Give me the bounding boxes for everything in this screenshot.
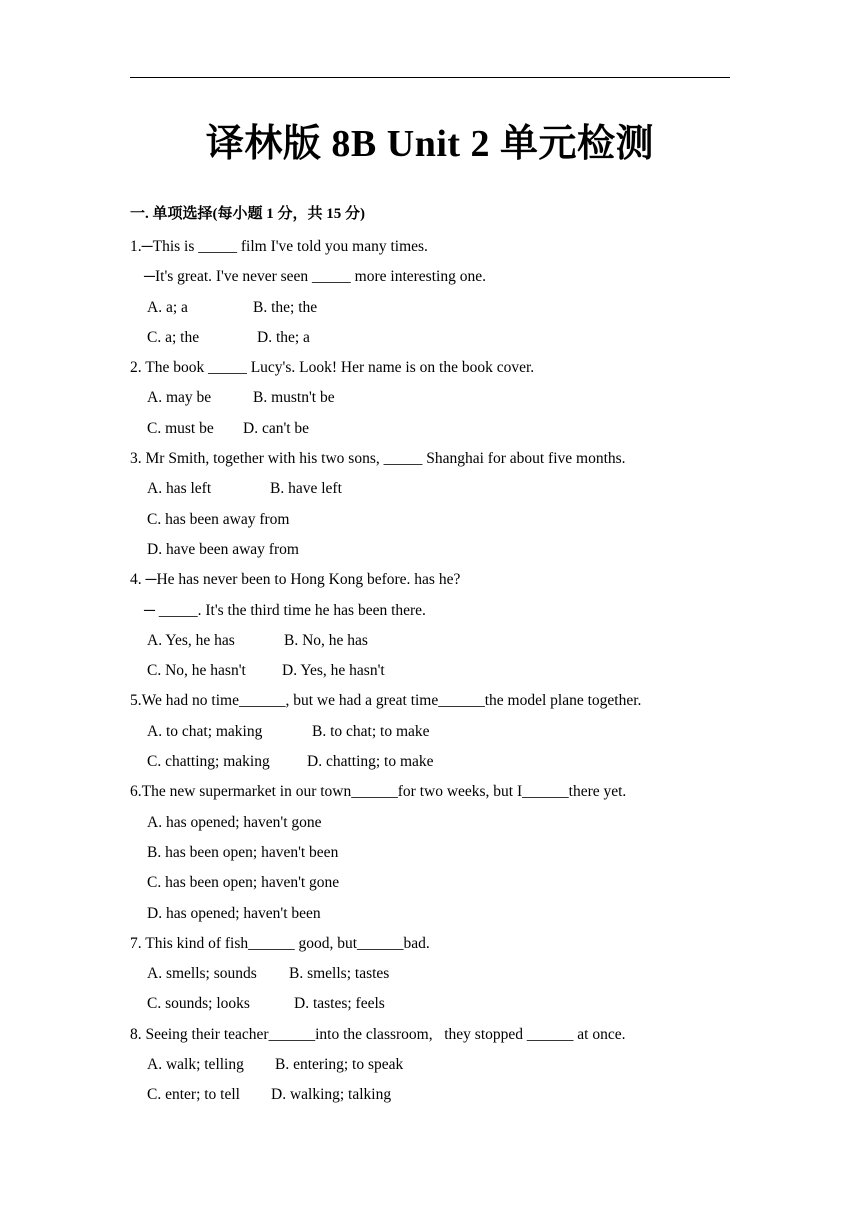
question-5 bbox=[130, 686, 730, 777]
option-b: B. smells; tastes bbox=[289, 965, 390, 983]
question-section bbox=[130, 202, 730, 1111]
option-a: A. may be bbox=[147, 389, 212, 407]
option-row bbox=[130, 474, 730, 504]
option-c: C. must be bbox=[147, 419, 214, 437]
option-row bbox=[130, 1050, 730, 1080]
question-stem: 2. The book _____ Lucy's. Look! Her name is on the book cover. bbox=[130, 359, 535, 377]
option-row bbox=[130, 414, 730, 444]
option-a: A. a; a bbox=[147, 298, 188, 316]
document-title: 译林版 8B Unit 2 单元检测 bbox=[205, 123, 655, 165]
option-row bbox=[130, 989, 730, 1019]
option-d: D. has opened; haven't been bbox=[147, 904, 321, 922]
option-c: C. chatting; making bbox=[147, 753, 270, 771]
option-d: D. walking; talking bbox=[271, 1086, 392, 1104]
question-4 bbox=[130, 565, 730, 686]
option-row bbox=[130, 535, 730, 565]
option-row bbox=[130, 1080, 730, 1110]
option-a: A. smells; sounds bbox=[147, 965, 257, 983]
option-row bbox=[130, 899, 730, 929]
option-row bbox=[130, 383, 730, 413]
question-stem: 1.─This is _____ film I've told you many times. bbox=[130, 238, 428, 255]
question-stem: 6.The new supermarket in our town______for two weeks, but I______there yet. bbox=[130, 783, 627, 801]
question-stem: 8. Seeing their teacher______into the classroom, they stopped ______ at once. bbox=[130, 1025, 626, 1043]
question-stem: 5.We had no time______, but we had a great time______the model plane together. bbox=[130, 692, 642, 710]
option-b: B. the; the bbox=[253, 298, 318, 316]
option-b: B. mustn't be bbox=[253, 389, 335, 407]
header-rule bbox=[130, 77, 730, 78]
option-row bbox=[130, 808, 730, 838]
option-a: A. has left bbox=[147, 480, 212, 498]
option-row bbox=[130, 747, 730, 777]
option-d: D. have been away from bbox=[147, 540, 299, 558]
section-heading: 一. 单项选择(每小题 1 分，共 15 分) bbox=[130, 206, 365, 222]
option-row bbox=[130, 959, 730, 989]
question-2 bbox=[130, 353, 730, 444]
option-d: D. can't be bbox=[243, 419, 310, 437]
option-a: A. has opened; haven't gone bbox=[147, 813, 322, 831]
option-b: B. have left bbox=[270, 480, 342, 498]
option-b: B. to chat; to make bbox=[312, 722, 430, 740]
option-row bbox=[130, 656, 730, 686]
option-row bbox=[130, 293, 730, 323]
option-d: D. tastes; feels bbox=[294, 995, 385, 1013]
option-a: A. to chat; making bbox=[147, 722, 263, 740]
option-d: D. chatting; to make bbox=[307, 753, 434, 771]
option-row bbox=[130, 626, 730, 656]
question-7 bbox=[130, 929, 730, 1020]
option-b: B. has been open; haven't been bbox=[147, 843, 339, 861]
option-c: C. has been away from bbox=[147, 510, 290, 528]
option-c: C. a; the bbox=[147, 328, 200, 346]
option-d: D. Yes, he hasn't bbox=[282, 662, 385, 680]
question-8 bbox=[130, 1020, 730, 1111]
question-stem: 7. This kind of fish______ good, but______bad. bbox=[130, 934, 430, 952]
option-b: B. No, he has bbox=[284, 631, 368, 649]
option-row bbox=[130, 323, 730, 353]
question-stem: ─ _____. It's the third time he has been there. bbox=[144, 601, 426, 619]
option-a: A. Yes, he has bbox=[147, 631, 235, 649]
option-row bbox=[130, 717, 730, 747]
option-a: A. walk; telling bbox=[147, 1056, 244, 1074]
option-b: B. entering; to speak bbox=[275, 1056, 404, 1074]
option-row bbox=[130, 505, 730, 535]
question-stem: 3. Mr Smith, together with his two sons, _____ Shanghai for about five months. bbox=[130, 450, 626, 468]
option-c: C. No, he hasn't bbox=[147, 662, 246, 680]
option-d: D. the; a bbox=[257, 328, 310, 346]
question-1 bbox=[130, 232, 730, 353]
option-c: C. sounds; looks bbox=[147, 995, 250, 1013]
option-c: C. enter; to tell bbox=[147, 1086, 240, 1104]
question-6 bbox=[130, 777, 730, 928]
question-stem: 4. ─He has never been to Hong Kong before. has he? bbox=[130, 571, 461, 589]
question-stem: ─It's great. I've never seen _____ more interesting one. bbox=[144, 268, 486, 286]
option-row bbox=[130, 838, 730, 868]
option-row bbox=[130, 868, 730, 898]
option-c: C. has been open; haven't gone bbox=[147, 874, 340, 892]
question-3 bbox=[130, 444, 730, 565]
